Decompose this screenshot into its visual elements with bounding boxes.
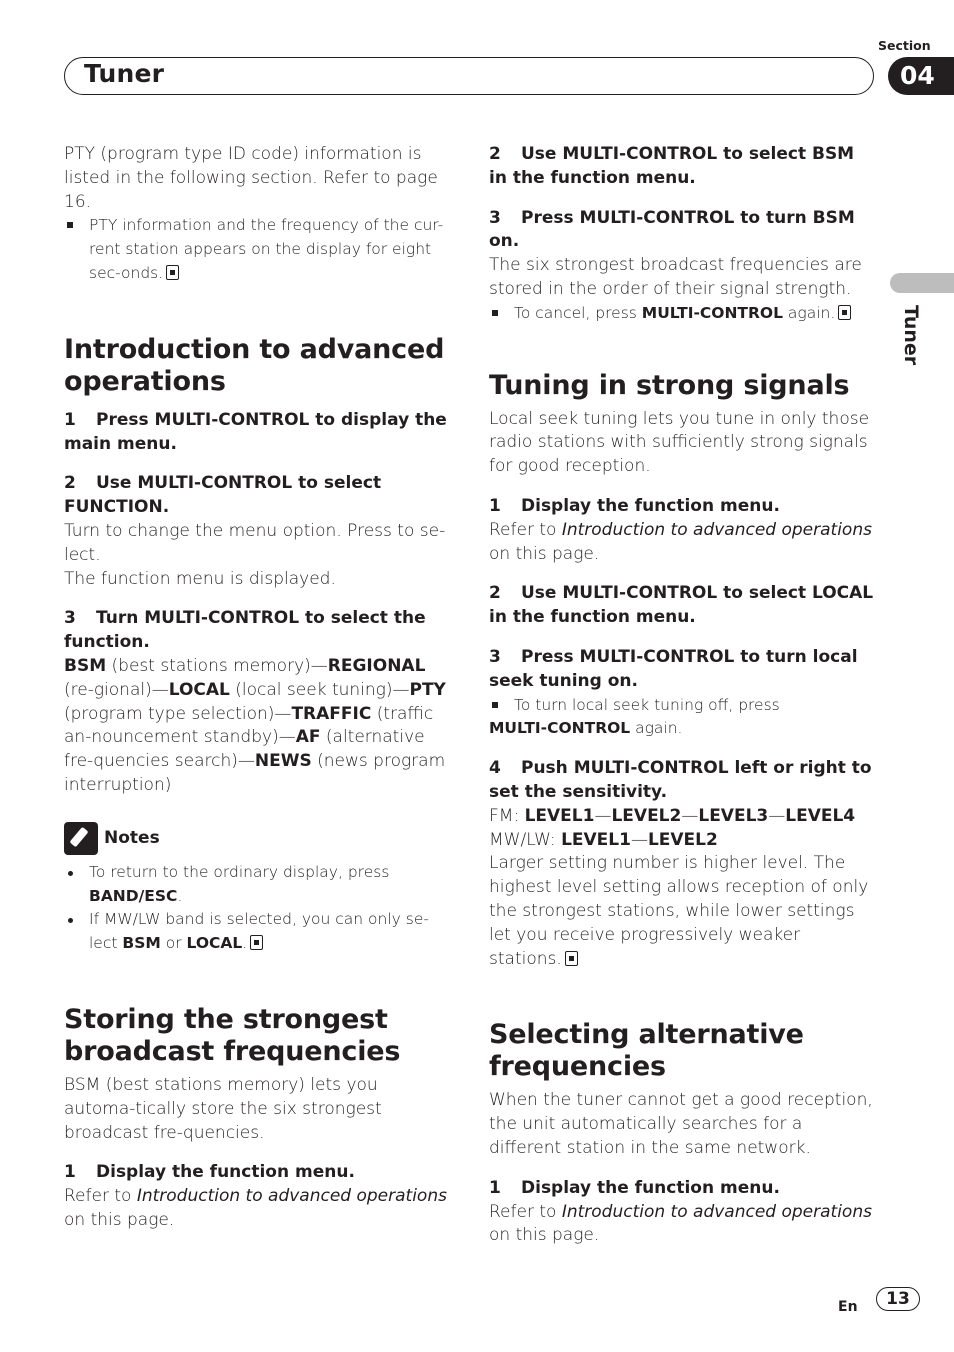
heading-tuning: Tuning in strong signals [489, 369, 850, 401]
pencil-icon [64, 822, 98, 855]
end-mark-icon [838, 305, 851, 320]
step: 3 Turn MULTI-CONTROL to select the function. [64, 608, 426, 653]
tuning-paragraph: Local seek tuning lets you tune in only those radio stations with sufficiently strong signals for good reception. [489, 408, 870, 477]
storing-paragraph: BSM (best stations memory) lets you automa-tically store the six strongest broadcast fre-quencies. [64, 1074, 382, 1143]
step: 1 Press MULTI-CONTROL to display the main menu. [64, 409, 447, 454]
step-bullet: To cancel, press MULTI-CONTROL again. [489, 302, 877, 326]
step-bullet: To turn local seek tuning off, press [489, 694, 877, 718]
heading-alternative: Selecting alternative frequencies [489, 1019, 804, 1083]
heading-storing: Storing the strongest broadcast frequencies [64, 1003, 401, 1067]
note-item: If MW/LW band is selected, you can only se-lect BSM or LOCAL. [64, 908, 452, 956]
step: 2 Use MULTI-CONTROL to select LOCAL in the function menu. [489, 583, 874, 628]
right-column [489, 143, 877, 1248]
function-list: BSM (best stations memory)—REGIONAL (re-gional)—LOCAL (local seek tuning)—PTY (program type selection)—TRAFFIC (traffic an-nouncement standby)—AF (alternative fre-quencies search)—NEWS (news program interruption) [64, 655, 446, 795]
step-text: Refer to Introduction to advanced operations on this page. [64, 1186, 447, 1230]
alt-paragraph: When the tuner cannot get a good reception, the unit automatically searches for a different station in the same network. [489, 1090, 873, 1158]
step-text: The function menu is displayed. [64, 568, 336, 589]
page-number: 13 [876, 1287, 920, 1311]
step-text: Larger setting number is higher level. The highest level setting allows reception of only the strongest stations, while lower settings let you receive progressively weaker stations. [489, 853, 869, 969]
end-mark-icon [250, 935, 263, 950]
left-column [64, 143, 452, 1233]
side-label: Tuner [900, 305, 922, 366]
language-label: En [838, 1299, 858, 1315]
step-text: The six strongest broadcast frequencies are stored in the order of their signal strength. [489, 255, 862, 299]
step: 3 Press MULTI-CONTROL to turn BSM on. [489, 207, 855, 252]
step: 1 Display the function menu. [489, 495, 780, 516]
step: 1 Display the function menu. [489, 1177, 780, 1198]
step: 2 Use MULTI-CONTROL to select FUNCTION. [64, 473, 382, 518]
step: 3 Press MULTI-CONTROL to turn local seek tuning on. [489, 646, 858, 691]
intro-bullet: PTY information and the frequency of the cur-rent station appears on the display for eight sec-onds. [64, 214, 452, 285]
intro-paragraph: PTY (program type ID code) information is listed in the following section. Refer to page 16. [64, 144, 438, 212]
end-mark-icon [565, 951, 578, 966]
side-tab [890, 273, 954, 293]
heading-intro-advanced: Introduction to advanced operations [64, 333, 445, 397]
step-text: Refer to Introduction to advanced operations on this page. [489, 519, 872, 564]
end-mark-icon [166, 265, 179, 280]
section-number: 04 [888, 57, 954, 95]
chapter-title: Tuner [84, 59, 165, 88]
step-bullet-cont: MULTI-CONTROL again. [489, 719, 683, 738]
notes-header: Notes [64, 822, 452, 855]
fm-levels: FM: LEVEL1—LEVEL2—LEVEL3—LEVEL4 [489, 805, 856, 826]
step: 4 Push MULTI-CONTROL left or right to set the sensitivity. [489, 758, 872, 802]
header-bar [64, 57, 874, 95]
step: 2 Use MULTI-CONTROL to select BSM in the function menu. [489, 144, 855, 188]
note-item: To return to the ordinary display, press BAND/ESC. [64, 861, 452, 909]
step-text: Turn to change the menu option. Press to se-lect. [64, 520, 446, 565]
section-label: Section [878, 38, 931, 53]
step-text: Refer to Introduction to advanced operations on this page. [489, 1201, 872, 1246]
step: 1 Display the function menu. [64, 1162, 355, 1183]
mw-levels: MW/LW: LEVEL1—LEVEL2 [489, 829, 718, 850]
